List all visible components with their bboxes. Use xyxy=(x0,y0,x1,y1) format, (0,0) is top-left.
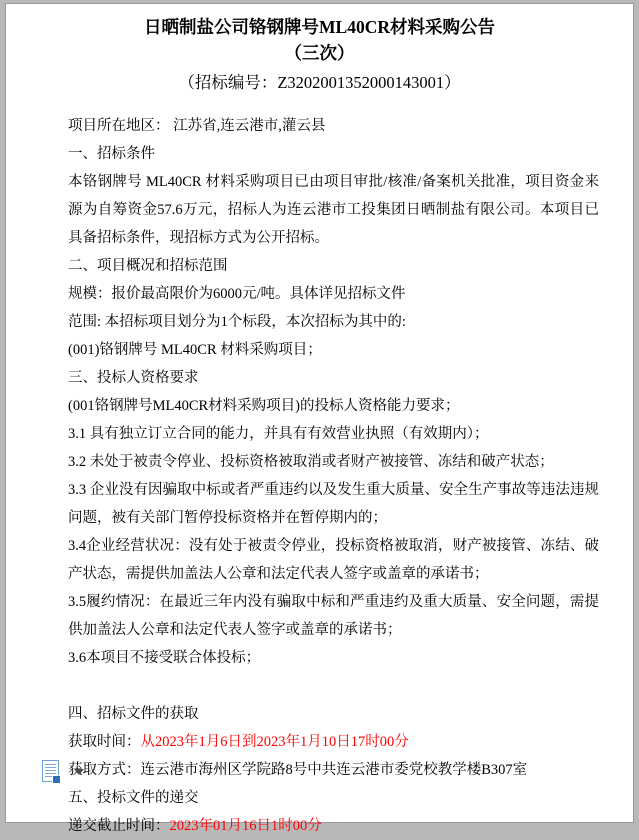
acquire-time-label: 获取时间： xyxy=(68,734,141,750)
document-content xyxy=(6,4,633,840)
paragraph-qual-3-4: 3.4企业经营状况：没有处于被责令停业，投标资格被取消，财产被接管、冻结、破产状态，需提供加盖法人公章和法定代表人签字或盖章的承诺书； xyxy=(68,538,599,582)
document-icon[interactable] xyxy=(42,760,64,784)
paragraph-acquire-method xyxy=(40,756,599,784)
chevron-down-icon[interactable] xyxy=(74,769,84,775)
paragraph-qual-3-5: 3.5履约情况：在最近三年内没有骗取中标和严重违约及重大质量、安全问题，需提供加盖法人公章和法定代表人签字或盖章的承诺书； xyxy=(68,594,599,638)
paragraph-qual-3-2: 3.2 未处于被责令停业、投标资格被取消或者财产被接管、冻结和破产状态； xyxy=(68,454,554,470)
document-body xyxy=(40,112,599,840)
paragraph-qual-3-1: 3.1 具有独立订立合同的能力，并具有有效营业执照（有效期内）； xyxy=(68,426,489,442)
tender-number: （招标编号：Z3202001352000143001） xyxy=(178,73,461,92)
acquire-method-label: 获取方式： xyxy=(68,762,141,778)
paragraph-section-2: 二、项目概况和招标范围 xyxy=(68,258,228,274)
document-page xyxy=(6,4,633,834)
paragraph-qual-3-6: 3.6本项目不接受联合体投标； xyxy=(68,650,261,666)
paragraph-scope: 范围: 本招标项目划分为1个标段，本次招标为其中的: xyxy=(68,314,406,330)
paragraph-section-3: 三、投标人资格要求 xyxy=(68,370,199,386)
page-title xyxy=(40,14,599,66)
paragraph-qual-3-3: 3.3 企业没有因骗取中标或者严重违约以及发生重大质量、安全生产事故等违法违规问题，被有关部门暂停投标资格并在暂停期内的； xyxy=(68,482,599,526)
deadline-label: 递交截止时间： xyxy=(68,818,170,834)
paragraph-qual-intro: (001铬钢牌号ML40CR材料采购项目)的投标人资格能力要求； xyxy=(68,398,460,414)
paragraph-section-1: 一、招标条件 xyxy=(68,146,155,162)
paragraph-deadline xyxy=(40,812,599,840)
acquire-method-value: 连云港市海州区学院路8号中共连云港市委党校教学楼B307室 xyxy=(140,762,528,778)
deadline-value: 2023年01月16日1时00分 xyxy=(169,818,322,834)
attachment-widget[interactable] xyxy=(42,760,84,784)
paragraph-scale: 规模：报价最高限价为6000元/吨。具体详见招标文件 xyxy=(68,286,406,302)
spacer xyxy=(40,672,599,700)
acquire-time-value: 从2023年1月6日到2023年1月10日17时00分 xyxy=(140,734,409,750)
paragraph-section-4: 四、招标文件的获取 xyxy=(68,706,199,722)
page-title-line1: 日晒制盐公司铬钢牌号ML40CR材料采购公告 xyxy=(144,17,495,37)
paragraph-lot-001: (001)铬钢牌号 ML40CR 材料采购项目； xyxy=(68,342,322,358)
paragraph-location: 项目所在地区： 江苏省,连云港市,灌云县 xyxy=(68,118,326,134)
page-title-line2: （三次） xyxy=(284,43,355,63)
paragraph-section-5: 五、投标文件的递交 xyxy=(68,790,199,806)
paragraph-cond-1: 本铬钢牌号 ML40CR 材料采购项目已由项目审批/核准/备案机关批准，项目资金来源为自筹资金57.6万元，招标人为连云港市工投集团日晒制盐有限公司。本项目已具备招标条件，现招标方式为公开招标。 xyxy=(68,174,599,246)
paragraph-acquire-time xyxy=(40,728,599,756)
